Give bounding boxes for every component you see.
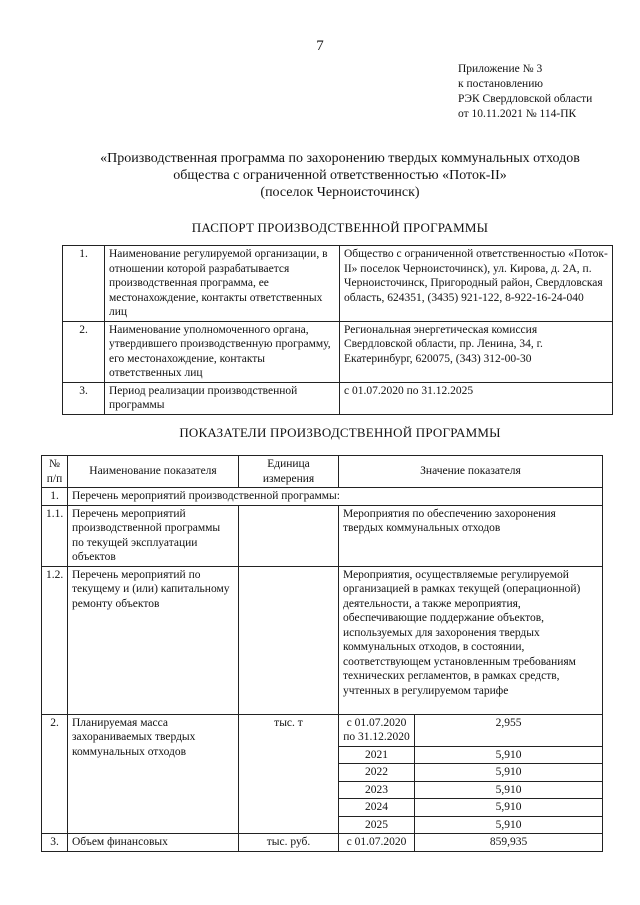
period-cell: 2025 <box>339 816 415 834</box>
row-value: Мероприятия, осуществляемые регулируемой организацией в рамках текущей (операционной) деятельности, а также мероприятия, обеспечивающие поддержание объектов, используемых для захоронения твердых коммунальных отходов, в состоянии, соответствующем установленным требованиям технических регламентов, в рамках средств, учтенных в регулируемом тарифе <box>339 566 603 714</box>
row-value: с 01.07.2020 по 31.12.2025 <box>340 382 613 414</box>
header-value: Значение показателя <box>339 456 603 488</box>
title-line: общества с ограниченной ответственностью «Поток-II» <box>173 168 507 183</box>
row-label: Наименование уполномоченного органа, утвердившего производственную программу, его местонахождение, контакты ответственных лиц <box>105 321 340 382</box>
page-number: 7 <box>316 38 324 54</box>
row-number: 1. <box>63 246 105 322</box>
table-header-row <box>42 456 603 488</box>
period-cell: 2022 <box>339 764 415 782</box>
row-label: Объем финансовых <box>68 834 239 852</box>
title-line: (поселок Черноисточинск) <box>260 185 420 200</box>
appendix-line: от 10.11.2021 № 114-ПК <box>458 108 577 120</box>
row-number: 1.1. <box>42 505 68 566</box>
row-number: 1. <box>42 488 68 506</box>
table-row <box>63 246 613 322</box>
row-label: Планируемая масса захораниваемых твердых коммунальных отходов <box>68 714 239 834</box>
appendix-line: Приложение № 3 <box>458 63 543 75</box>
value-cell: 859,935 <box>415 834 603 852</box>
period-cell: с 01.07.2020 по 31.12.2020 <box>339 714 415 746</box>
row-number: 3. <box>63 382 105 414</box>
row-label: Наименование регулируемой организации, в отношении которой разрабатывается производственная программа, ее местонахождение, контакты ответственных лиц <box>105 246 340 322</box>
title-line: «Производственная программа по захоронению твердых коммунальных отходов <box>100 151 580 166</box>
row-number: 1.2. <box>42 566 68 714</box>
row-unit: тыс. т <box>239 714 339 834</box>
appendix-line: РЭК Свердловской области <box>458 93 593 105</box>
row-label: Перечень мероприятий по текущему и (или) капитальному ремонту объектов <box>68 566 239 714</box>
row-unit <box>239 566 339 714</box>
row-unit <box>239 505 339 566</box>
table-row <box>42 488 603 506</box>
table-row <box>63 382 613 414</box>
appendix-block <box>458 62 592 122</box>
value-cell: 5,910 <box>415 816 603 834</box>
value-cell: 2,955 <box>415 714 603 746</box>
value-cell: 5,910 <box>415 746 603 764</box>
header-name: Наименование показателя <box>68 456 239 488</box>
period-cell: 2023 <box>339 781 415 799</box>
passport-heading: ПАСПОРТ ПРОИЗВОДСТВЕННОЙ ПРОГРАММЫ <box>191 220 489 235</box>
indicators-heading: ПОКАЗАТЕЛИ ПРОИЗВОДСТВЕННОЙ ПРОГРАММЫ <box>179 425 501 440</box>
period-cell: 2024 <box>339 799 415 817</box>
row-number: 2. <box>42 714 68 834</box>
passport-table <box>62 245 613 415</box>
period-cell: с 01.07.2020 <box>339 834 415 852</box>
header-unit: Единица измерения <box>239 456 339 488</box>
row-number: 2. <box>63 321 105 382</box>
row-value: Региональная энергетическая комиссия Свердловской области, пр. Ленина, 34, г. Екатеринбург, 620075, (343) 312-00-30 <box>340 321 613 382</box>
row-label: Перечень мероприятий производственной программы по текущей эксплуатации объектов <box>68 505 239 566</box>
row-number: 3. <box>42 834 68 852</box>
table-row <box>42 505 603 566</box>
table-row <box>42 714 603 746</box>
value-cell: 5,910 <box>415 764 603 782</box>
value-cell: 5,910 <box>415 781 603 799</box>
row-label: Перечень мероприятий производственной программы: <box>68 488 603 506</box>
header-num: № п/п <box>42 456 68 488</box>
row-value: Общество с ограниченной ответственностью «Поток-II» поселок Черноисточинск), ул. Кирова, д. 2А, п. Черноисточинск, Пригородный район, Свердловская область, 624351, (3435) 921-122, 8-922-16-24-040 <box>340 246 613 322</box>
indicators-table <box>41 455 603 852</box>
row-value: Мероприятия по обеспечению захоронения твердых коммунальных отходов <box>339 505 603 566</box>
table-row <box>63 321 613 382</box>
table-row <box>42 834 603 852</box>
document-title <box>40 150 640 201</box>
value-cell: 5,910 <box>415 799 603 817</box>
row-label: Период реализации производственной программы <box>105 382 340 414</box>
row-unit: тыс. руб. <box>239 834 339 852</box>
period-cell: 2021 <box>339 746 415 764</box>
appendix-line: к постановлению <box>458 78 543 90</box>
table-row <box>42 566 603 714</box>
